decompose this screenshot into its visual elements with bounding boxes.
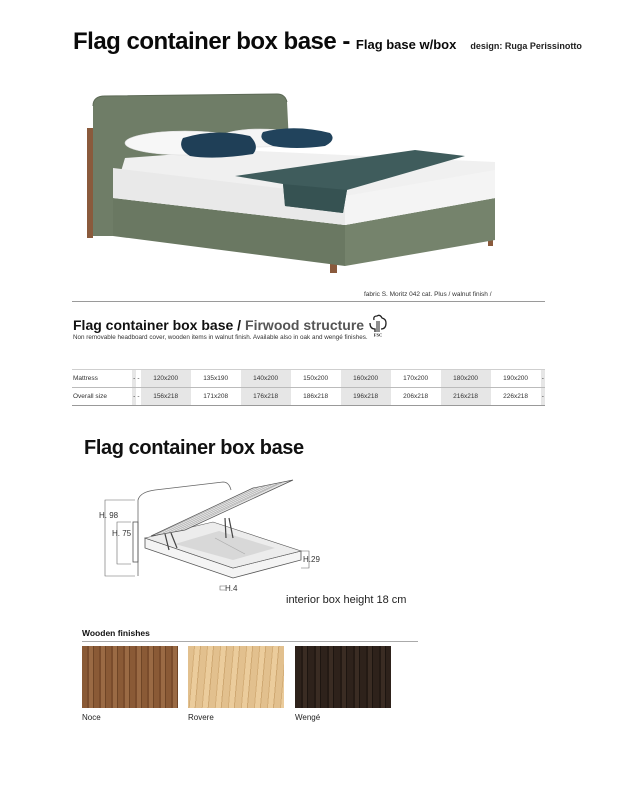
swatch-noce	[82, 646, 178, 708]
table-cell: -	[136, 370, 140, 388]
section-title-main: Flag container box base /	[73, 317, 242, 333]
svg-text:H.4: H.4	[225, 584, 238, 593]
table-cell: 160x200	[341, 370, 391, 388]
section-title-structure: Firwood structure	[245, 317, 365, 333]
swatch-wenge	[295, 646, 391, 708]
diagram-title: Flag container box base	[84, 437, 304, 459]
table-cell: -	[132, 388, 136, 406]
divider	[82, 641, 418, 642]
table-cell: 170x200	[391, 370, 441, 388]
finish-label-rovere: Rovere	[188, 713, 214, 722]
table-cell: -	[541, 388, 545, 406]
table-cell: 190x200	[491, 370, 541, 388]
finishes-title: Wooden finishes	[82, 628, 150, 638]
swatch-rovere	[188, 646, 284, 708]
product-title: Flag container box base -	[73, 28, 350, 55]
table-cell: 120x200	[141, 370, 191, 388]
table-cell: 171x208	[191, 388, 241, 406]
fabric-caption: fabric S. Moritz 042 cat. Plus / walnut finish /	[364, 291, 492, 298]
row-label: Overall size	[72, 388, 132, 406]
table-cell: 140x200	[241, 370, 291, 388]
finish-label-noce: Noce	[82, 713, 101, 722]
table-cell: -	[136, 388, 140, 406]
svg-text:H.29: H.29	[303, 555, 320, 564]
finish-label-wenge: Wengé	[295, 713, 321, 722]
fsc-tree-icon	[368, 313, 388, 337]
table-cell: 206x218	[391, 388, 441, 406]
table-cell: 176x218	[241, 388, 291, 406]
table-cell: 226x218	[491, 388, 541, 406]
interior-box-note: interior box height 18 cm	[286, 594, 407, 606]
svg-text:H. 98: H. 98	[99, 511, 119, 520]
section-description: Non removable headboard cover, wooden items in walnut finish. Available also in oak and wengé finishes.	[73, 334, 368, 341]
table-cell: 196x218	[341, 388, 391, 406]
row-label: Mattress	[72, 370, 132, 388]
svg-text:H. 75: H. 75	[112, 529, 132, 538]
table-cell: -	[132, 370, 136, 388]
divider	[72, 301, 545, 302]
bed-dimension-diagram	[95, 478, 340, 598]
bed-product-image	[85, 88, 497, 278]
table-cell: -	[541, 370, 545, 388]
table-cell: 150x200	[291, 370, 341, 388]
table-cell: 186x218	[291, 388, 341, 406]
page-header	[73, 28, 582, 56]
table-cell: 216x218	[441, 388, 491, 406]
table-cell: 180x200	[441, 370, 491, 388]
table-cell: 156x218	[141, 388, 191, 406]
product-subtitle: Flag base w/box	[355, 37, 457, 52]
svg-text:FSC: FSC	[373, 332, 383, 337]
table-row-mattress	[72, 370, 545, 388]
designer-credit: design: Ruga Perissinotto	[470, 41, 582, 51]
sizes-table	[72, 369, 545, 406]
table-cell: 135x190	[191, 370, 241, 388]
table-row-overall-size	[72, 388, 545, 406]
